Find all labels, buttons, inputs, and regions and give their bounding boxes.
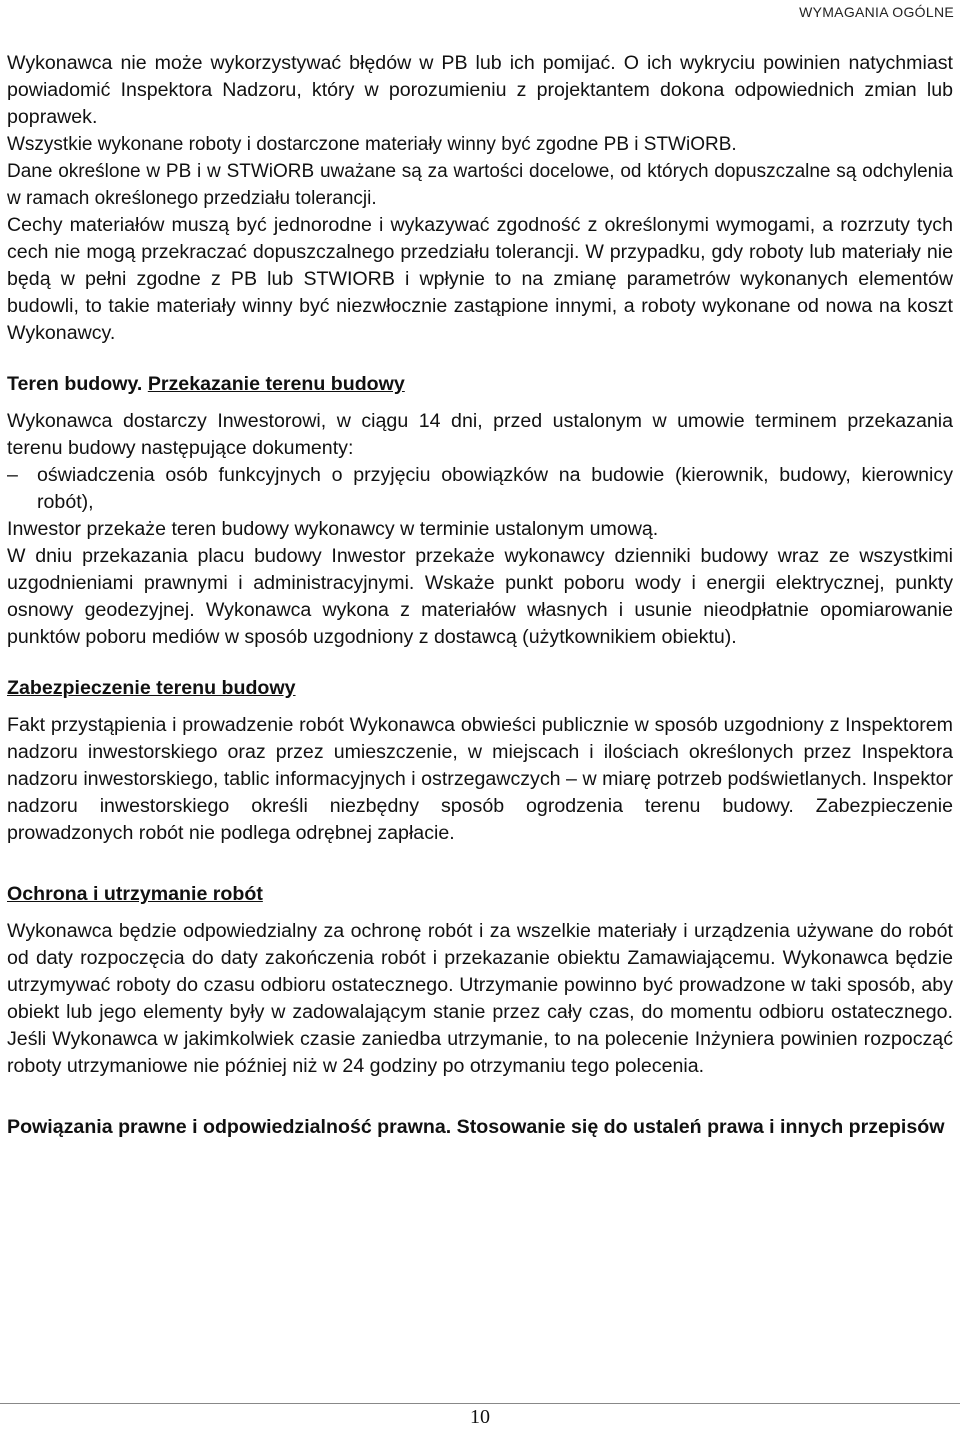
page-number: 10 — [470, 1406, 490, 1428]
paragraph-inwestor-przekaze: Inwestor przekaże teren budowy wykonawcy w terminie ustalonym umową. — [7, 518, 659, 540]
heading-teren-part1: Teren budowy. — [7, 373, 143, 395]
paragraph-teren-intro: Wykonawca dostarczy Inwestorowi, w ciągu 14 dni, przed ustalonym w umowie terminem przekazania terenu budowy następujące dokumenty: — [7, 410, 953, 459]
paragraph-ochrona: Wykonawca będzie odpowiedzialny za ochronę robót i za wszelkie materiały i urządzenia używane do robót od daty rozpoczęcia do daty zakończenia robót i przekazanie obiektu Zamawiającemu. Wykonawca będzie utrzymywać roboty do czasu odbioru ostatecznego. Utrzymanie powinno być prowadzone w taki sposób, aby obiekt lub jego elementy były w zadowalającym stanie przez cały czas, do momentu odbioru ostatecznego. Jeśli Wykonawca w jakimkolwiek czasie zaniedba utrzymanie, to na polecenie Inżyniera powinien rozpocząć roboty utrzymaniowe nie później niż w 24 godziny po otrzymaniu tego polecenia. — [7, 920, 953, 1077]
dash-bullet: – — [7, 464, 18, 486]
heading-powiazania: Powiązania prawne i odpowiedzialność prawna. Stosowanie się do ustaleń prawa i innych przepisów — [7, 1116, 945, 1138]
paragraph-dzien-przekazania: W dniu przekazania placu budowy Inwestor przekaże wykonawcy dzienniki budowy wraz ze wszystkimi uzgodnieniami prawnymi i administracyjnymi. Wskaże punkt poboru wody i energii elektrycznej, punkty osnowy geodezyjnej. Wykonawca wykona z materiałów własnych i usunie nieodpłatnie opomiarowanie punktów poboru mediów w sposób uzgodniony z dostawcą (użytkownikiem obiektu). — [7, 545, 953, 648]
list-item-text: oświadczenia osób funkcyjnych o przyjęciu obowiązków na budowie (kierownik, budowy, kierownicy robót), — [37, 464, 953, 513]
heading-teren-budowy — [7, 371, 953, 398]
document-body — [7, 50, 953, 1141]
list-item — [7, 462, 953, 516]
paragraph-cechy-materialow: Cechy materiałów muszą być jednorodne i wykazywać zgodność z określonymi wymogami, a rozrzuty tych cech nie mogą przekraczać dopuszczalnego przedziału tolerancji. W przypadku, gdy roboty lub materiały nie będą w pełni zgodne z PB lub STWIORB i wpłynie to na zmianę parametrów wykonanych elementów budowli, to takie materiały winny być niezwłocznie zastąpione innymi, a roboty wykonane od nowa na koszt Wykonawcy. — [7, 214, 953, 344]
running-header: WYMAGANIA OGÓLNE — [799, 4, 954, 20]
paragraph-zabezpieczenie: Fakt przystąpienia i prowadzenie robót Wykonawca obwieści publicznie w sposób uzgodniony z Inspektorem nadzoru inwestorskiego oraz przez umieszczenie, w miejscach i ilościach określonych przez Inspektora nadzoru inwestorskiego, tablic informacyjnych i ostrzegawczych – w miarę potrzeb podświetlanych. Inspektor nadzoru inwestorskiego określi niezbędny sposób ogrodzenia terenu budowy. Zabezpieczenie prowadzonych robót nie podlega odrębnej zapłacie. — [7, 714, 953, 844]
footer-divider — [0, 1403, 960, 1404]
paragraph-zgodnosc: Wszystkie wykonane roboty i dostarczone materiały winny być zgodne PB i STWiORB. — [7, 134, 737, 155]
heading-ochrona: Ochrona i utrzymanie robót — [7, 883, 263, 905]
paragraph-bledy: Wykonawca nie może wykorzystywać błędów w PB lub ich pomijać. O ich wykryciu powinien natychmiast powiadomić Inspektora Nadzoru, który w porozumieniu z projektantem dokona odpowiednich zmian lub poprawek. — [7, 52, 953, 128]
paragraph-tolerancje: Dane określone w PB i w STWiORB uważane są za wartości docelowe, od których dopuszczalne są odchylenia w ramach określonego przedziału tolerancji. — [7, 161, 953, 209]
heading-zabezpieczenie: Zabezpieczenie terenu budowy — [7, 677, 296, 699]
heading-teren-part2: Przekazanie terenu budowy — [147, 373, 405, 395]
